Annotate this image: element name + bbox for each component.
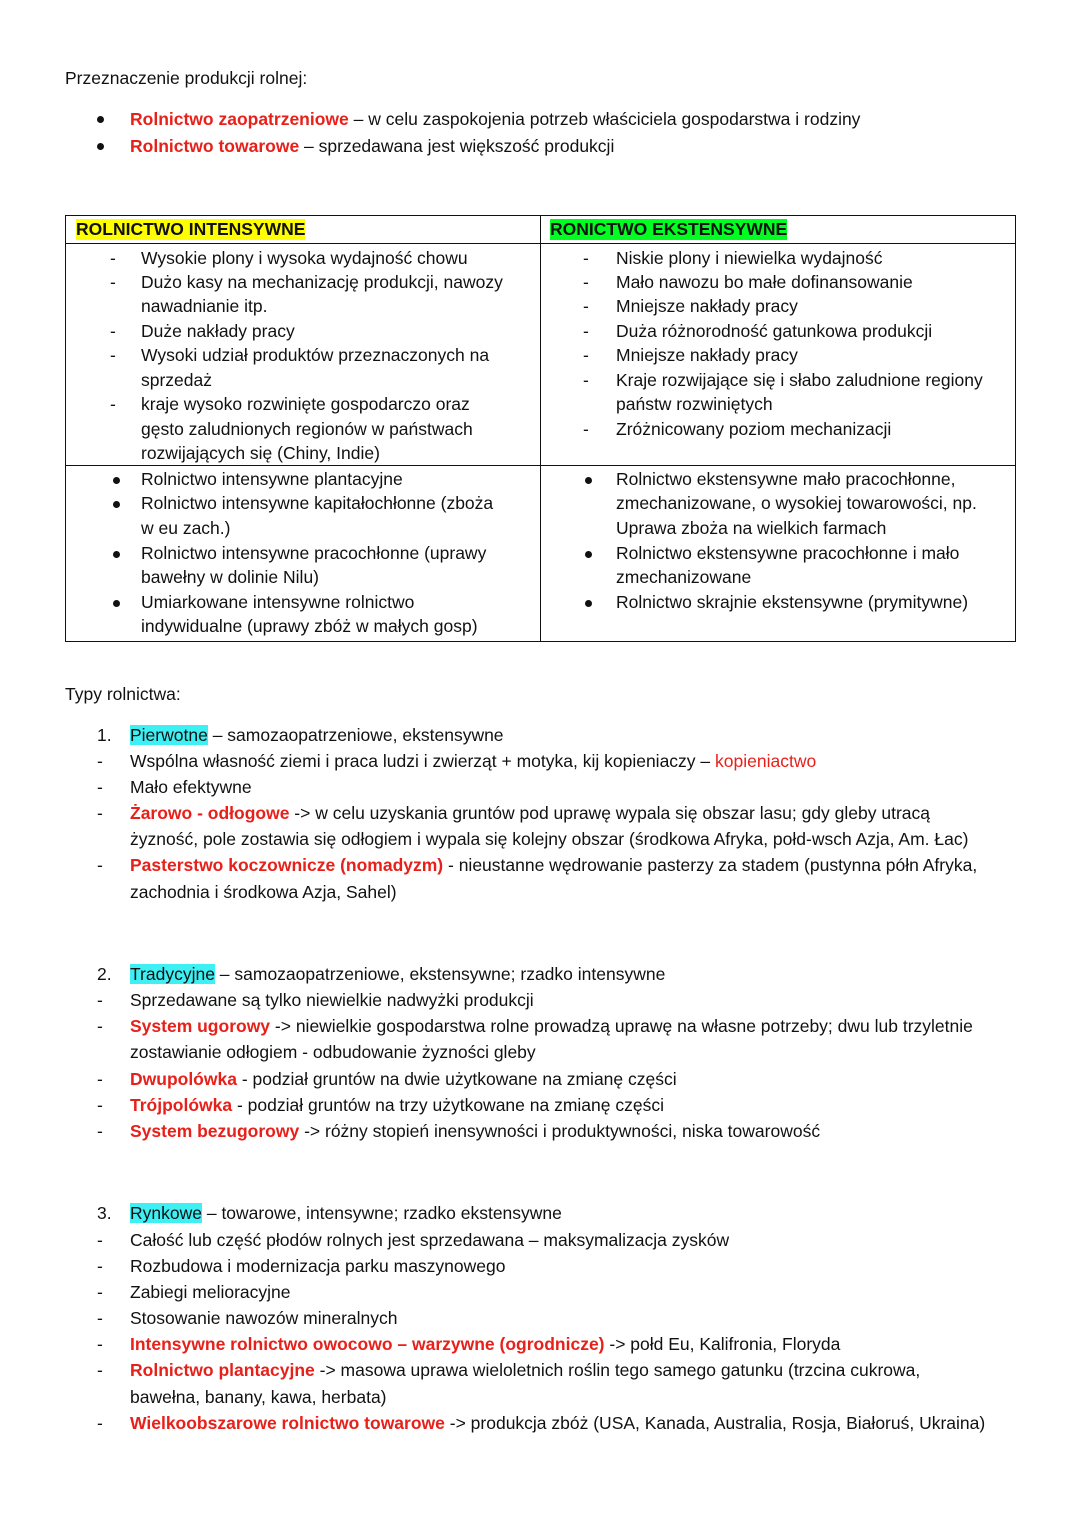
list-item: Żarowo - odłogowe -> w celu uzyskania gruntów pod uprawę wypala się obszar lasu; gdy gleby utracą xyxy=(130,803,930,823)
types-heading: Typy rolnictwa: xyxy=(65,684,181,704)
list-item: kraje wysoko rozwinięte gospodarczo oraz xyxy=(141,394,470,414)
intensive-types-cell xyxy=(66,466,541,642)
header-extensive-label: RONICTWO EKSTENSYWNE xyxy=(550,219,788,239)
list-item: zmechanizowane, o wysokiej towarowości, np. xyxy=(616,493,977,513)
list-item: Rolnictwo ekstensywne pracochłonne i mało xyxy=(616,543,960,563)
list-item: Dużo kasy na mechanizację produkcji, nawozy xyxy=(141,272,503,292)
bullet-icon xyxy=(585,600,592,607)
extensive-features-cell: - Niskie plony i niewielka wydajność - Mało nawozu bo małe dofinansowanie - Mniejsze nakłady pracy - Duża różnorodność gatunkowa produkcji - Mniejsze nakłady pracy - Kraje rozwijające się i słabo zaludnione regiony państw rozwiniętych - Zróżnicowany poziom mechanizacji xyxy=(541,244,1016,466)
list-item: Umiarkowane intensywne rolnictwo xyxy=(141,592,415,612)
list-item: Duże nakłady pracy xyxy=(141,321,295,341)
list-item: bawełny w dolinie Nilu) xyxy=(141,567,319,587)
intro-item-1-desc: – w celu zaspokojenia potrzeb właściciela gospodarstwa i rodziny xyxy=(348,109,861,129)
comparison-table xyxy=(65,215,1016,642)
section-1-name: Pierwotne xyxy=(130,725,208,745)
list-item: nawadnianie itp. xyxy=(141,296,268,316)
list-item: gęsto zaludnionych regionów w państwach xyxy=(141,419,473,439)
list-item: Rolnictwo plantacyjne -> masowa uprawa wieloletnich roślin tego samego gatunku (trzcina cukrowa, xyxy=(130,1360,921,1380)
section-2-title xyxy=(130,964,665,985)
bullet-icon xyxy=(113,551,120,558)
extensive-types-cell xyxy=(541,466,1016,642)
intro-item-2 xyxy=(130,136,614,157)
list-item: Intensywne rolnictwo owocowo – warzywne (ogrodnicze) -> połd Eu, Kalifronia, Floryda xyxy=(130,1334,841,1354)
list-item: Rolnictwo skrajnie ekstensywne (prymitywne) xyxy=(616,592,969,612)
header-intensive xyxy=(66,216,541,244)
section-1-desc: – samozaopatrzeniowe, ekstensywne xyxy=(207,725,504,745)
list-item-continuation: zostawianie odłogiem - odbudowanie żyzności gleby xyxy=(130,1042,536,1062)
list-item: Całość lub część płodów rolnych jest sprzedawana – maksymalizacja zysków xyxy=(130,1230,730,1250)
section-3-desc: – towarowe, intensywne; rzadko ekstensywne xyxy=(201,1203,562,1223)
section-1-number: 1. xyxy=(97,725,112,745)
list-item: System ugorowy -> niewielkie gospodarstwa rolne prowadzą uprawę na własne potrzeby; dwu lub trzyletnie xyxy=(130,1016,973,1036)
section-2-desc: – samozaopatrzeniowe, ekstensywne; rzadko intensywne xyxy=(214,964,666,984)
list-item: sprzedaż xyxy=(141,370,213,390)
list-item: Uprawa zboża na wielkich farmach xyxy=(616,518,887,538)
section-1-title xyxy=(130,725,504,746)
list-item: Mało nawozu bo małe dofinansowanie xyxy=(616,272,913,292)
list-item: Wspólna własność ziemi i praca ludzi i zwierząt + motyka, kij kopieniaczy – kopieniactwo xyxy=(130,751,817,771)
intro-item-1-term: Rolnictwo zaopatrzeniowe xyxy=(130,109,349,129)
list-item: Wysokie plony i wysoka wydajność chowu xyxy=(141,248,468,268)
list-item: Mniejsze nakłady pracy xyxy=(616,296,798,316)
list-item: Zróżnicowany poziom mechanizacji xyxy=(616,419,892,439)
list-item: System bezugorowy -> różny stopień inensywności i produktywności, niska towarowość xyxy=(130,1121,821,1141)
list-item: Rolnictwo intensywne plantacyjne xyxy=(141,469,403,489)
section-3-title xyxy=(130,1203,562,1224)
list-item: Rolnictwo intensywne kapitałochłonne (zboża xyxy=(141,493,494,513)
list-item-continuation: bawełna, banany, kawa, herbata) xyxy=(130,1387,387,1407)
list-item: Wysoki udział produktów przeznaczonych na xyxy=(141,345,490,365)
intro-item-2-term: Rolnictwo towarowe xyxy=(130,136,300,156)
list-item: Niskie plony i niewielka wydajność xyxy=(616,248,883,268)
list-item: Mniejsze nakłady pracy xyxy=(616,345,798,365)
intro-item-1 xyxy=(130,109,860,130)
list-item: Rolnictwo intensywne pracochłonne (uprawy xyxy=(141,543,487,563)
bullet-icon xyxy=(113,501,120,508)
bullet-icon xyxy=(97,143,104,150)
list-item: indywidualne (uprawy zbóż w małych gosp) xyxy=(141,616,478,636)
list-item: Pasterstwo koczownicze (nomadyzm) - nieustanne wędrowanie pasterzy za stadem (pustynna półn Afryka, xyxy=(130,855,978,875)
list-item: Rolnictwo ekstensywne mało pracochłonne, xyxy=(616,469,956,489)
section-3-name: Rynkowe xyxy=(130,1203,202,1223)
list-item: państw rozwiniętych xyxy=(616,394,773,414)
list-item: Sprzedawane są tylko niewielkie nadwyżki produkcji xyxy=(130,990,534,1010)
list-item: Stosowanie nawozów mineralnych xyxy=(130,1308,398,1328)
bullet-icon xyxy=(113,600,120,607)
intensive-features-cell: - Wysokie plony i wysoka wydajność chowu - Dużo kasy na mechanizację produkcji, nawozy nawadnianie itp. - Duże nakłady pracy - Wysoki udział produktów przeznaczonych na sprzedaż - kraje wysoko rozwinięte gospodarczo oraz gęsto zaludnionych regionów w państwach rozwijających się (Chiny, Indie) xyxy=(66,244,541,466)
list-item: Dwupolówka - podział gruntów na dwie użytkowane na zmianę części xyxy=(130,1069,677,1089)
list-item: Duża różnorodność gatunkowa produkcji xyxy=(616,321,933,341)
list-item: rozwijających się (Chiny, Indie) xyxy=(141,443,380,463)
bullet-icon xyxy=(585,551,592,558)
section-2-name: Tradycyjne xyxy=(130,964,215,984)
list-item: w eu zach.) xyxy=(141,518,231,538)
list-item: Wielkoobszarowe rolnictwo towarowe -> produkcja zbóż (USA, Kanada, Australia, Rosja, Białoruś, Ukraina) xyxy=(130,1413,986,1433)
section-2-number: 2. xyxy=(97,964,112,984)
list-item: Trójpolówka - podział gruntów na trzy użytkowane na zmianę części xyxy=(130,1095,664,1115)
list-item: Rozbudowa i modernizacja parku maszynowego xyxy=(130,1256,506,1276)
section-3-number: 3. xyxy=(97,1203,112,1223)
bullet-icon xyxy=(97,116,104,123)
bullet-icon xyxy=(585,477,592,484)
list-item: Mało efektywne xyxy=(130,777,252,797)
bullet-icon xyxy=(113,477,120,484)
list-item-continuation: zachodnia i środkowa Azja, Sahel) xyxy=(130,882,397,902)
intro-heading: Przeznaczenie produkcji rolnej: xyxy=(65,68,308,88)
header-intensive-label: ROLNICTWO INTENSYWNE xyxy=(76,219,306,239)
list-item-continuation: żyzność, pole zostawia się odłogiem i wypala się kolejny obszar (środkowa Afryka, połd-wsch Azja, Am. Łac) xyxy=(130,829,969,849)
intro-item-2-desc: – sprzedawana jest większość produkcji xyxy=(299,136,615,156)
list-item: zmechanizowane xyxy=(616,567,752,587)
header-extensive xyxy=(541,216,1016,244)
list-item: Zabiegi melioracyjne xyxy=(130,1282,291,1302)
list-item: Kraje rozwijające się i słabo zaludnione regiony xyxy=(616,370,983,390)
